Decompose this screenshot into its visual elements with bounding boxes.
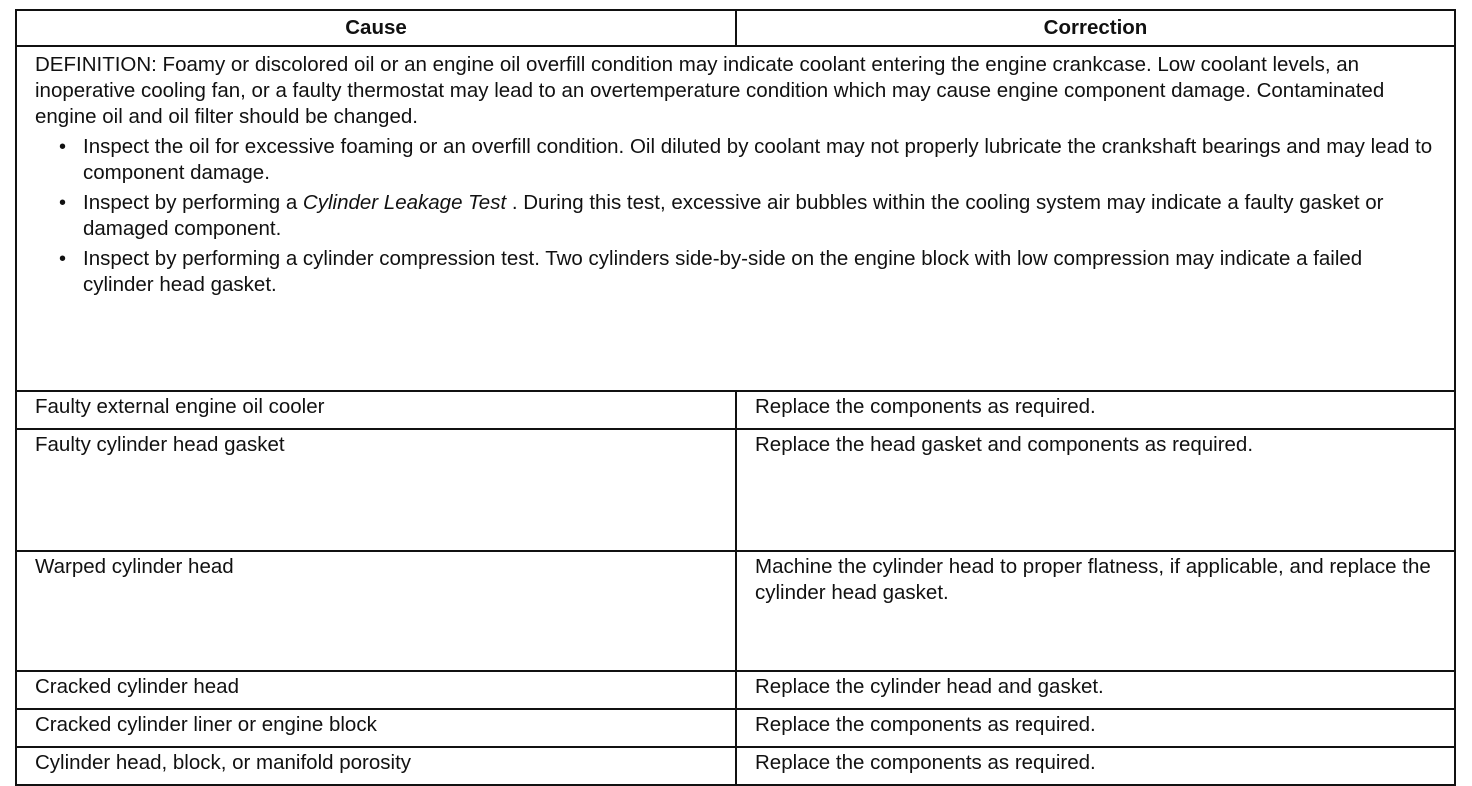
table-row bbox=[16, 391, 1455, 429]
correction-cell: Machine the cylinder head to proper flatness, if applicable, and replace the cylinder head gasket. bbox=[736, 551, 1455, 671]
diagnostic-table bbox=[15, 9, 1456, 786]
definition-row bbox=[16, 46, 1455, 391]
table-row bbox=[16, 551, 1455, 671]
cause-cell: Cracked cylinder liner or engine block bbox=[16, 709, 736, 747]
list-item bbox=[35, 190, 1436, 242]
header-cause: Cause bbox=[16, 10, 736, 46]
table-row bbox=[16, 747, 1455, 785]
cause-cell: Warped cylinder head bbox=[16, 551, 736, 671]
correction-cell: Replace the components as required. bbox=[736, 391, 1455, 429]
table-row bbox=[16, 671, 1455, 709]
bullet-prefix: Inspect by performing a bbox=[83, 191, 303, 214]
header-correction: Correction bbox=[736, 10, 1455, 46]
bullet-icon: • bbox=[59, 192, 67, 214]
header-row bbox=[16, 10, 1455, 46]
list-item bbox=[35, 246, 1436, 298]
cylinder-leakage-test-link[interactable]: Cylinder Leakage Test bbox=[302, 191, 507, 214]
bullet-icon: • bbox=[59, 248, 67, 270]
correction-cell: Replace the cylinder head and gasket. bbox=[736, 671, 1455, 709]
bullet-text: Inspect the oil for excessive foaming or an overfill condition. Oil diluted by coolant may not properly lubricate the crankshaft bearings and may lead to component damage. bbox=[83, 135, 1433, 184]
table-row bbox=[16, 709, 1455, 747]
cause-cell: Cylinder head, block, or manifold porosity bbox=[16, 747, 736, 785]
list-item bbox=[35, 134, 1436, 186]
cause-cell: Cracked cylinder head bbox=[16, 671, 736, 709]
bullet-suffix: . During this test, excessive air bubbles within the cooling system may indicate a faulty gasket or damaged component. bbox=[83, 191, 1384, 240]
correction-cell: Replace the components as required. bbox=[736, 747, 1455, 785]
table-row bbox=[16, 429, 1455, 551]
bullet-icon: • bbox=[59, 136, 67, 158]
inspection-list bbox=[35, 134, 1436, 298]
definition-text: DEFINITION: Foamy or discolored oil or an engine oil overfill condition may indicate coolant entering the engine crankcase. Low coolant levels, an inoperative cooling fan, or a faulty thermostat may lead to an overtemperature condition which may cause engine component damage. Contaminated engine oil and oil filter should be changed. bbox=[35, 53, 1385, 128]
correction-cell: Replace the components as required. bbox=[736, 709, 1455, 747]
bullet-text: Inspect by performing a cylinder compression test. Two cylinders side-by-side on the engine block with low compression may indicate a failed cylinder head gasket. bbox=[83, 247, 1363, 296]
cause-cell: Faulty external engine oil cooler bbox=[16, 391, 736, 429]
definition-cell bbox=[16, 46, 1455, 391]
correction-cell: Replace the head gasket and components as required. bbox=[736, 429, 1455, 551]
cause-cell: Faulty cylinder head gasket bbox=[16, 429, 736, 551]
